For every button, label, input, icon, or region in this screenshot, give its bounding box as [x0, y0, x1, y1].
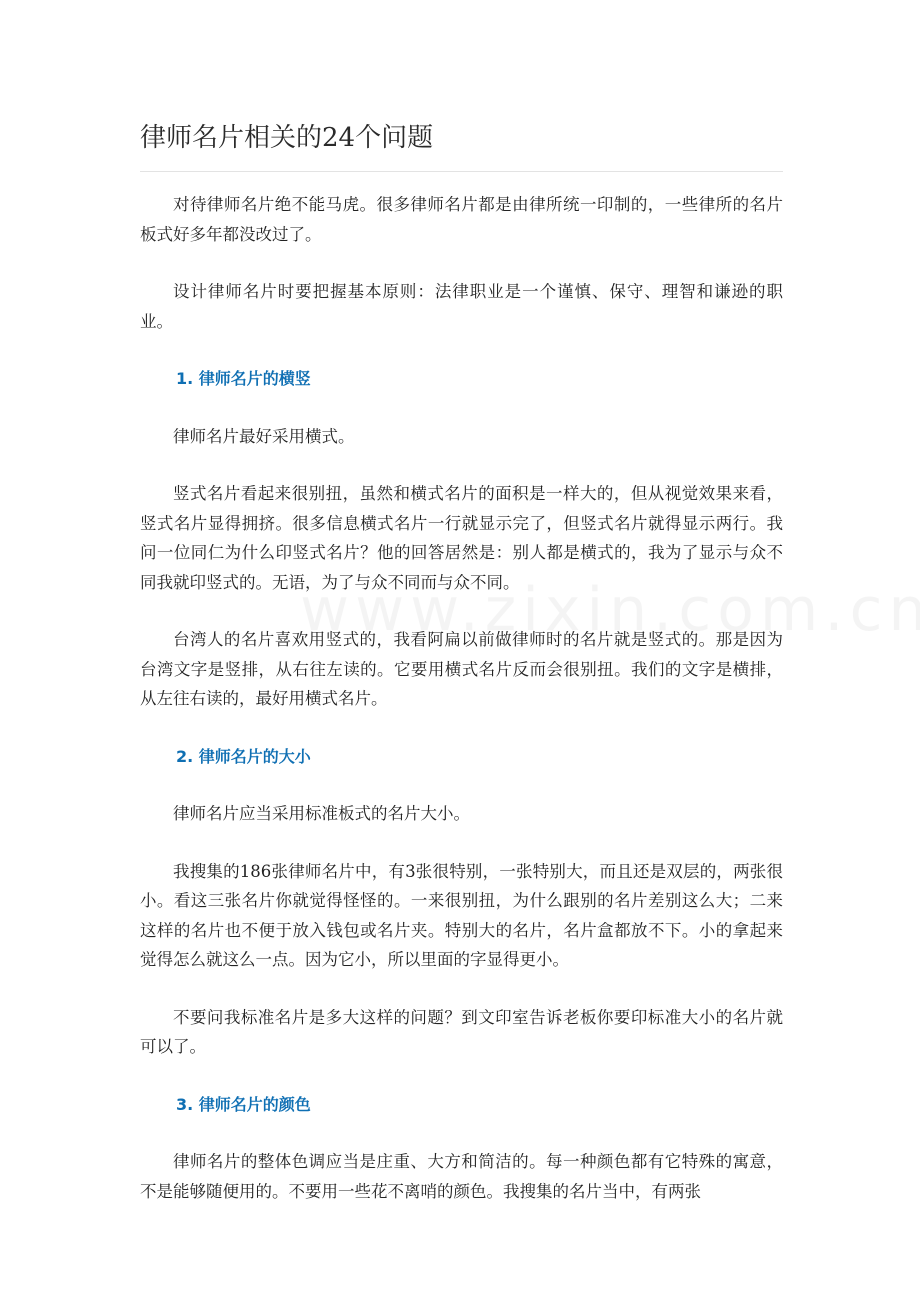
paragraph: 对待律师名片绝不能马虎。很多律师名片都是由律所统一印制的，一些律所的名片板式好多年都没改过了。	[140, 195, 783, 244]
paragraph: 律师名片最好采用横式。	[173, 426, 355, 446]
page-title: 律师名片相关的24个问题	[140, 123, 434, 153]
section-heading: 2. 律师名片的大小	[176, 746, 311, 766]
paragraph: 台湾人的名片喜欢用竖式的，我看阿扁以前做律师时的名片就是竖式的。那是因为台湾文字是竖排，从右往左读的。它要用横式名片反而会很别扭。我们的文字是横排，从左往右读的，最好用横式名片。	[140, 630, 783, 708]
section-heading: 3. 律师名片的颜色	[176, 1094, 311, 1114]
title-divider	[140, 171, 783, 172]
paragraph: 我搜集的186张律师名片中，有3张很特别，一张特别大，而且还是双层的，两张很小。看这三张名片你就觉得怪怪的。一来很别扭，为什么跟别的名片差别这么大；二来这样的名片也不便于放入钱包或名片夹。特别大的名片，名片盒都放不下。小的拿起来觉得怎么就这么一点。因为它小，所以里面的字显得更小。	[140, 861, 783, 969]
paragraph: 不要问我标准名片是多大这样的问题？到文印室告诉老板你要印标准大小的名片就可以了。	[140, 1007, 783, 1056]
article-body	[140, 190, 783, 1234]
paragraph: 设计律师名片时要把握基本原则：法律职业是一个谨慎、保守、理智和谦逊的职业。	[140, 282, 783, 331]
paragraph: 律师名片应当采用标准板式的名片大小。	[173, 804, 470, 823]
section-heading: 1. 律师名片的横竖	[176, 369, 311, 388]
paragraph: 律师名片的整体色调应当是庄重、大方和简洁的。每一种颜色都有它特殊的寓意，不是能够随便用的。不要用一些花不离哨的颜色。我搜集的名片当中，有两张	[140, 1152, 783, 1201]
paragraph: 竖式名片看起来很别扭，虽然和横式名片的面积是一样大的，但从视觉效果来看，竖式名片显得拥挤。很多信息横式名片一行就显示完了，但竖式名片就得显示两行。我问一位同仁为什么印竖式名片？他的回答居然是：别人都是横式的，我为了显示与众不同我就印竖式的。无语，为了与众不同而与众不同。	[140, 484, 783, 592]
